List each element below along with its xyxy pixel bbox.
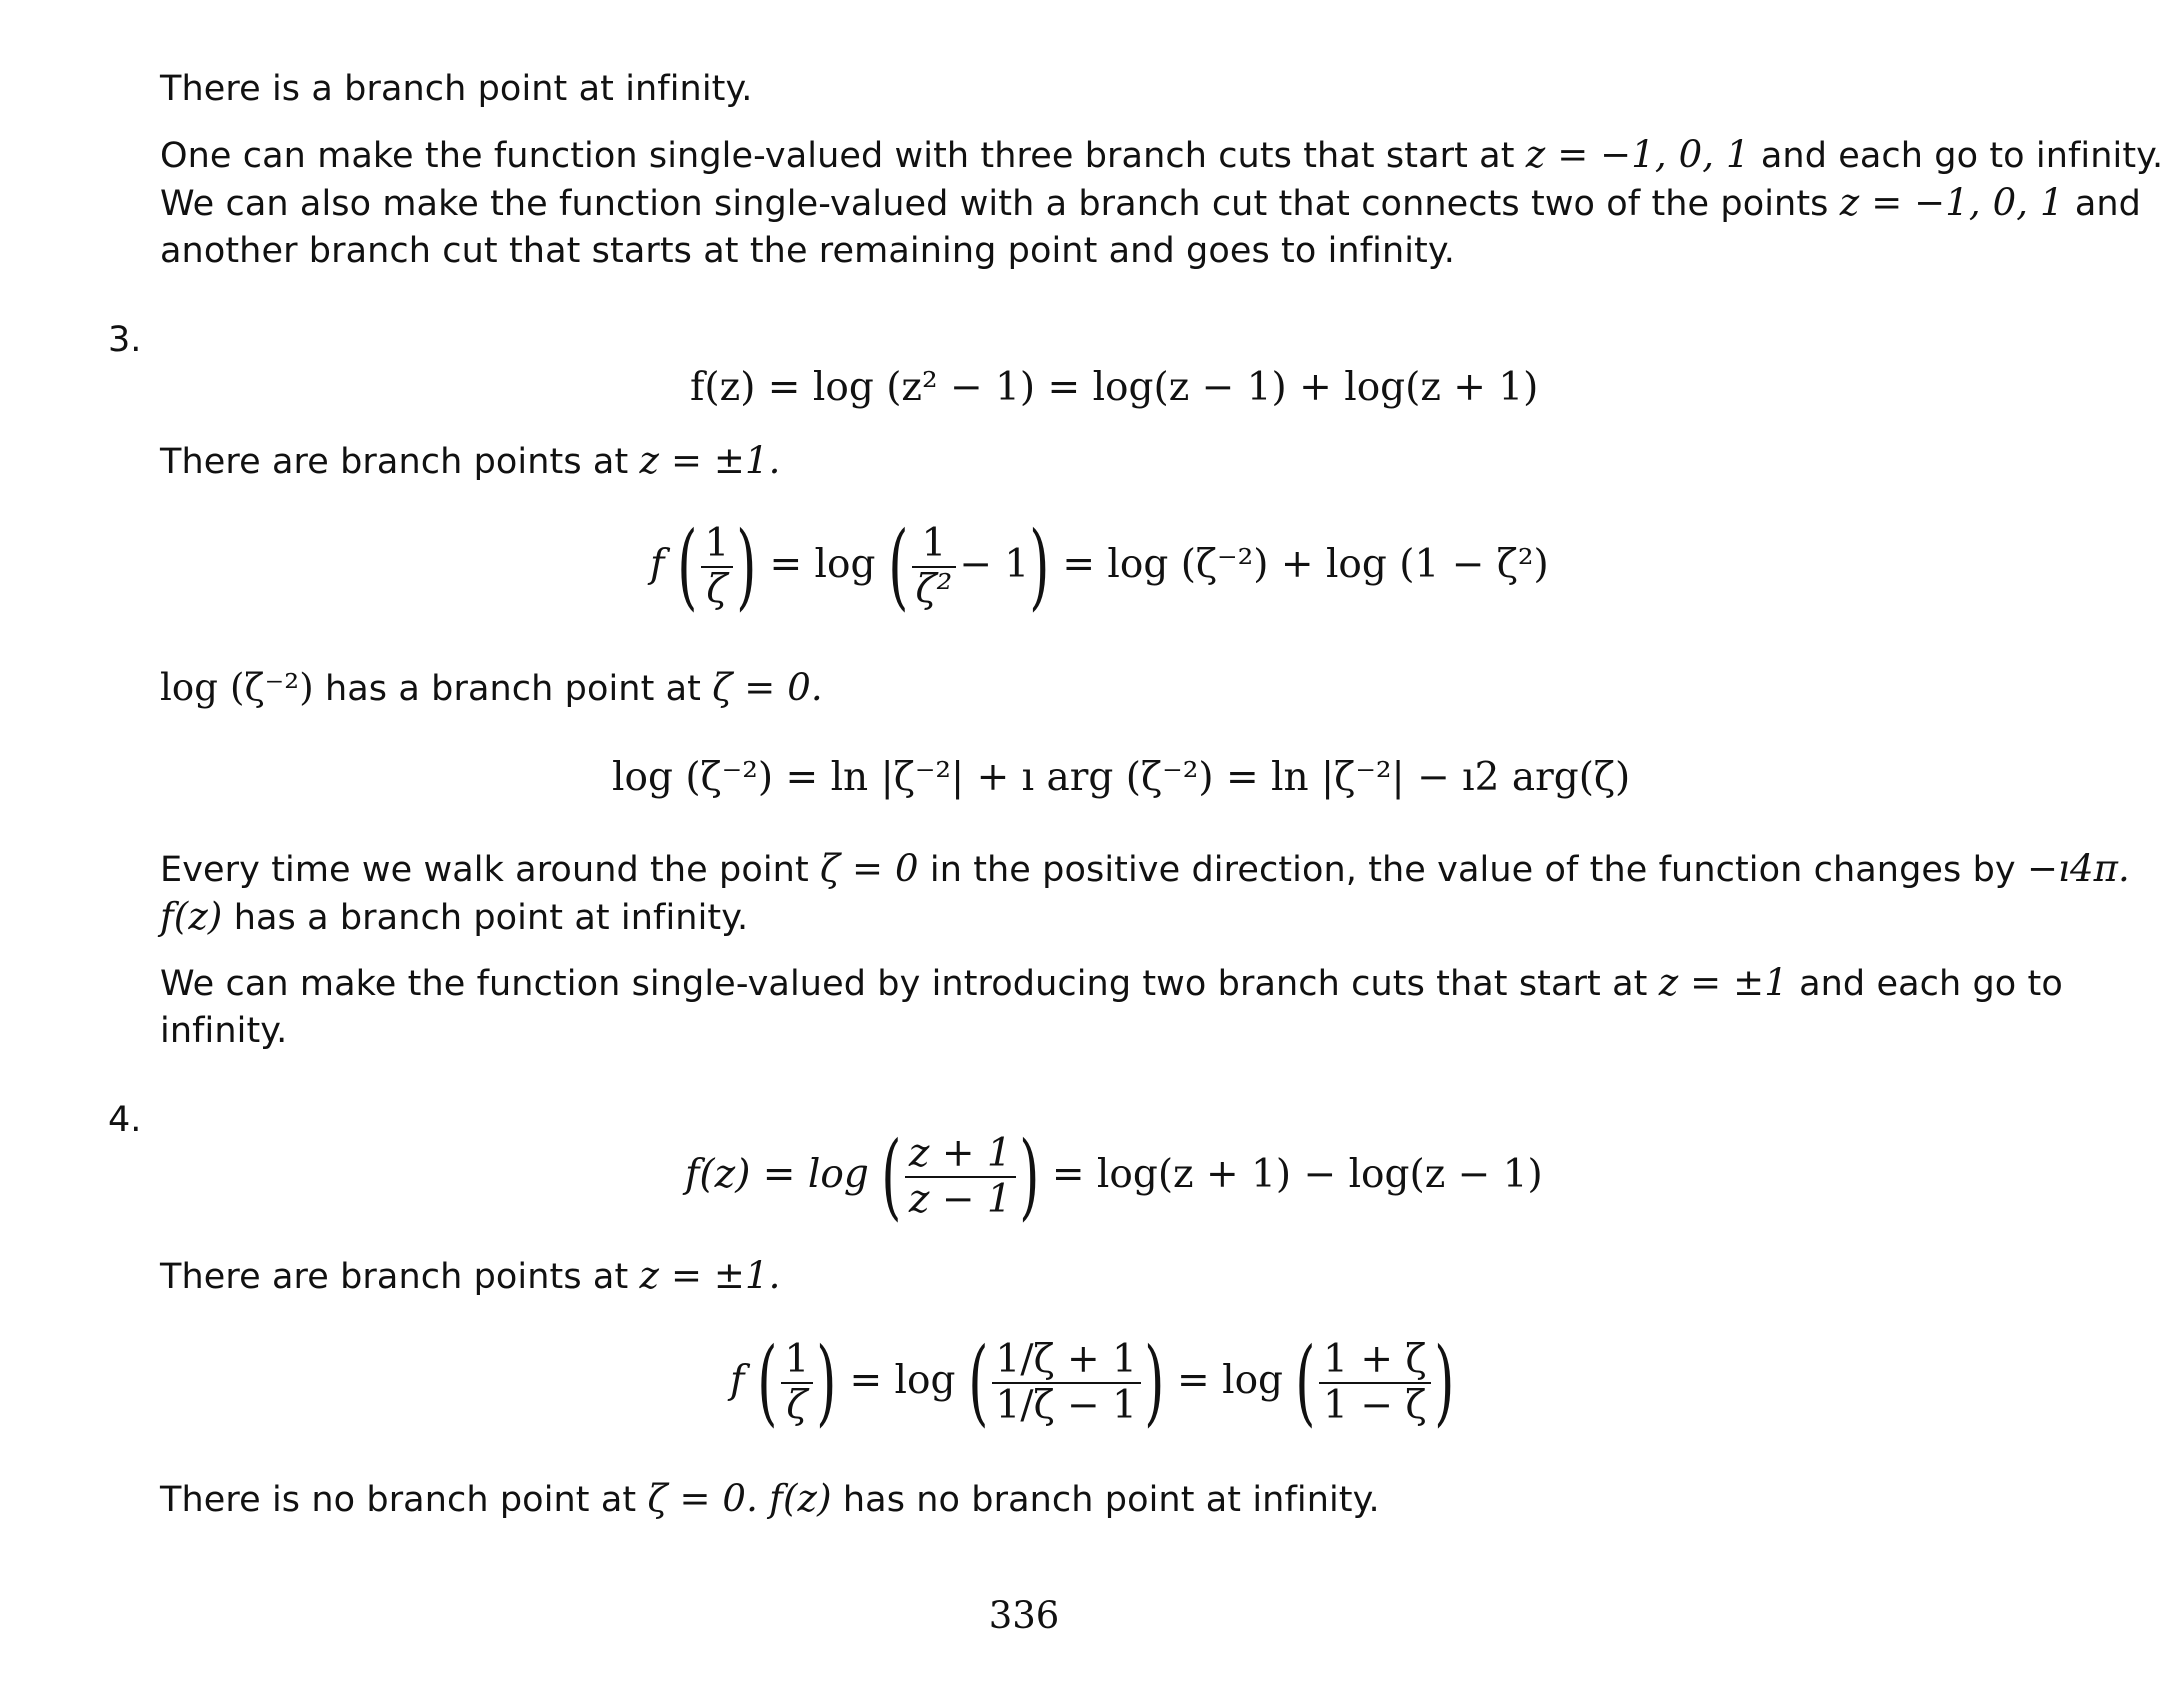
final-line: There is no branch point at ζ = 0. f(z) has no branch point at infinity. — [160, 1477, 1380, 1520]
branch-points-3: There are branch points at z = ±1. — [160, 439, 781, 482]
para-line-2: We can also make the function single-valued with a branch cut that connects two of the points z = −1, 0, 1 and — [160, 181, 2141, 224]
page-number: 336 — [988, 1594, 1060, 1637]
equation-4-2: f ( $\frac{1}{\zeta}$ ) = log ( $\frac{1/\zeta + 1}{1/\zeta - 1}$ ) = log ( $\frac{1 + \zeta}{1 - \zeta}$ ) — [730, 1328, 1454, 1437]
every-time-line: Every time we walk around the point ζ = 0 in the positive direction, the value of the function changes by −ı4π. — [160, 847, 2130, 890]
para-line-3: another branch cut that starts at the remaining point and goes to infinity. — [160, 231, 1455, 271]
intro-line: There is a branch point at infinity. — [160, 69, 753, 109]
math-z-points: z = −1, 0, 1 — [1839, 181, 2064, 224]
cut-line-1: We can make the function single-valued by introducing two branch cuts that start at z = ±1 and each go to — [160, 961, 2063, 1004]
enum-label-3: 3. — [108, 320, 142, 360]
equation-3-3: log (ζ⁻²) = ln |ζ⁻²| + ı arg (ζ⁻²) = ln |ζ⁻²| − ı2 arg(ζ) — [612, 755, 1631, 800]
branch-points-4: There are branch points at z = ±1. — [160, 1254, 781, 1297]
equation-4-1: f(z) = log ( $\frac{z + 1}{z - 1}$ ) = log(z + 1) − log(z − 1) — [685, 1122, 1543, 1231]
enum-label-4: 4. — [108, 1100, 142, 1140]
log-branch-text: log (ζ⁻²) has a branch point at ζ = 0. — [160, 666, 823, 709]
equation-3-2: f ( $\frac{1}{\zeta}$ ) = log ( $\frac{1}{\text{ζ²}}$ − 1) = log (ζ⁻²) + log (1 − ζ²) — [650, 512, 1549, 621]
math-z-points: z = −1, 0, 1 — [1525, 133, 1750, 176]
para-line-1: One can make the function single-valued with three branch cuts that start at z = −1, 0, 1 and each go to infinity. — [160, 133, 2163, 176]
fz-infinity-line: f(z) has a branch point at infinity. — [160, 895, 749, 938]
equation-3-1: f(z) = log (z² − 1) = log(z − 1) + log(z + 1) — [690, 365, 1539, 410]
cut-line-2: infinity. — [160, 1011, 288, 1051]
